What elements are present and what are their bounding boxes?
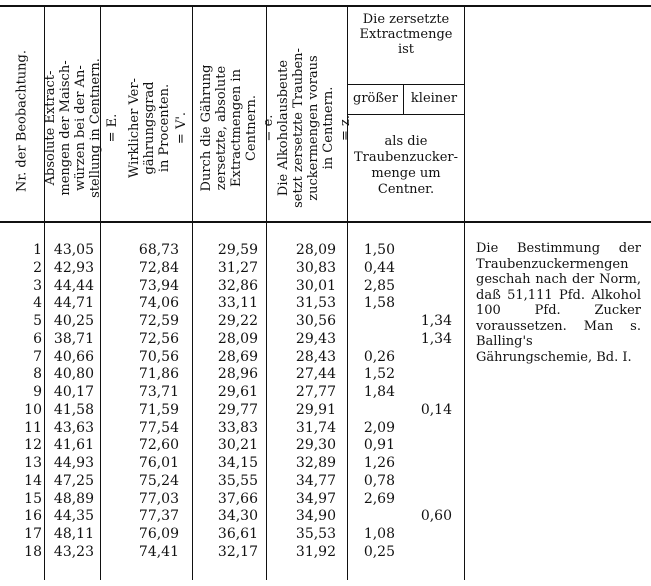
header-line: Centnern. bbox=[244, 95, 259, 162]
table-cell-E: 44,93 bbox=[53, 455, 94, 471]
header-vergaerung bbox=[127, 28, 187, 228]
header-line: zuckermengen voraus bbox=[306, 55, 321, 201]
table-cell-e: 28,69 bbox=[217, 348, 258, 365]
table-cell-E: 44,44 bbox=[53, 277, 94, 294]
table-cell-g: 1,84 bbox=[363, 384, 395, 400]
table-cell-nr: 15 bbox=[24, 490, 42, 507]
table-cell-E: 44,71 bbox=[53, 295, 94, 312]
header-extract bbox=[43, 28, 120, 228]
table-cell-z: 30,83 bbox=[295, 259, 336, 276]
table-cell-V: 71,86 bbox=[138, 366, 179, 383]
table-cell-z: 29,43 bbox=[295, 330, 336, 347]
header-line: stellung in Centnern. bbox=[88, 58, 103, 198]
table-cell-z: 31,92 bbox=[295, 543, 336, 560]
table-cell-e: 37,66 bbox=[217, 490, 258, 507]
table-cell-z: 29,91 bbox=[295, 401, 336, 418]
table-cell-z: 34,97 bbox=[295, 490, 336, 507]
group-rule-top bbox=[347, 84, 464, 85]
header-smaller: kleiner bbox=[410, 91, 458, 106]
table-cell-nr: 18 bbox=[24, 543, 42, 560]
table-cell-nr: 7 bbox=[33, 348, 42, 365]
table-cell-g: 2,09 bbox=[363, 419, 395, 436]
table-cell-E: 38,71 bbox=[53, 330, 94, 347]
header-alkohol-lines bbox=[276, 48, 353, 208]
table-cell-z: 28,43 bbox=[295, 348, 336, 365]
header-line: in Centnern. bbox=[321, 86, 336, 170]
table-cell-V: 76,09 bbox=[138, 526, 179, 542]
table-cell-nr: 1 bbox=[33, 242, 42, 258]
header-line: Extractmengen in bbox=[229, 69, 244, 187]
header-greater: größer bbox=[353, 91, 398, 106]
table-cell-e: 36,61 bbox=[217, 526, 258, 542]
table-cell-nr: 4 bbox=[33, 295, 42, 312]
table-cell-e: 34,15 bbox=[217, 455, 258, 471]
table-cell-z: 32,89 bbox=[295, 455, 336, 471]
table-cell-e: 33,11 bbox=[217, 295, 258, 312]
table-cell-V: 72,60 bbox=[138, 437, 179, 454]
table-cell-E: 40,80 bbox=[53, 366, 94, 383]
table-cell-V: 77,03 bbox=[138, 490, 179, 507]
table-cell-g: 2,69 bbox=[363, 490, 395, 507]
header-line: gährungsgrad bbox=[142, 81, 157, 175]
header-symbol: = e. bbox=[261, 114, 276, 142]
table-cell-E: 40,17 bbox=[53, 384, 94, 400]
table-cell-g: 0,26 bbox=[363, 348, 395, 365]
table-cell-V: 75,24 bbox=[138, 472, 179, 489]
table-cell-nr: 9 bbox=[33, 384, 42, 400]
table-cell-z: 35,53 bbox=[295, 526, 336, 542]
table-cell-g: 1,08 bbox=[363, 526, 395, 542]
table-cell-g: 0,25 bbox=[363, 543, 395, 560]
table-cell-g: 0,44 bbox=[363, 259, 395, 276]
table-cell-nr: 8 bbox=[33, 366, 42, 383]
table-cell-e: 29,59 bbox=[217, 242, 258, 258]
table-cell-z: 34,77 bbox=[295, 472, 336, 489]
header-vergaerung-lines bbox=[127, 78, 189, 178]
table-cell-g: 0,78 bbox=[363, 472, 395, 489]
header-line: Wirklicher Ver- bbox=[127, 78, 142, 178]
table-cell-e: 30,21 bbox=[217, 437, 258, 454]
table-cell-V: 74,41 bbox=[138, 543, 179, 560]
header-line: zersetzte, absolute bbox=[214, 65, 229, 191]
table-cell-z: 30,56 bbox=[295, 313, 336, 329]
table-cell-e: 28,09 bbox=[217, 330, 258, 347]
header-symbol: = z. bbox=[338, 115, 353, 142]
table-cell-g: 2,85 bbox=[363, 277, 395, 294]
table-cell-e: 31,27 bbox=[217, 259, 258, 276]
table-cell-V: 77,54 bbox=[138, 419, 179, 436]
table-cell-E: 43,23 bbox=[53, 543, 94, 560]
table-cell-nr: 10 bbox=[24, 401, 42, 418]
group-rule-bottom bbox=[347, 114, 464, 115]
header-zersetzt bbox=[199, 28, 276, 228]
table-cell-k: 0,60 bbox=[420, 508, 452, 525]
table-cell-nr: 5 bbox=[33, 313, 42, 329]
col-rule bbox=[192, 6, 193, 580]
table-cell-E: 43,63 bbox=[53, 419, 94, 436]
table-cell-e: 28,96 bbox=[217, 366, 258, 383]
header-line: mengen der Maisch- bbox=[58, 60, 73, 196]
table-cell-g: 1,50 bbox=[363, 242, 395, 258]
table-cell-e: 29,22 bbox=[217, 313, 258, 329]
table-cell-E: 48,89 bbox=[53, 490, 94, 507]
table-cell-z: 31,53 bbox=[295, 295, 336, 312]
table-cell-z: 28,09 bbox=[295, 242, 336, 258]
header-line: Durch die Gährung bbox=[199, 64, 214, 192]
table-cell-nr: 13 bbox=[24, 455, 42, 471]
table-cell-z: 27,44 bbox=[295, 366, 336, 383]
header-alkohol bbox=[276, 28, 353, 228]
table-cell-E: 41,61 bbox=[53, 437, 94, 454]
table-cell-nr: 14 bbox=[24, 472, 42, 489]
table-cell-V: 71,59 bbox=[138, 401, 179, 418]
table-cell-E: 40,25 bbox=[53, 313, 94, 329]
header-line: Die Alkoholausbeute bbox=[276, 59, 291, 197]
header-line: in Procenten. bbox=[157, 83, 172, 173]
table-cell-z: 27,77 bbox=[295, 384, 336, 400]
table-cell-e: 33,83 bbox=[217, 419, 258, 436]
table-cell-E: 40,66 bbox=[53, 348, 94, 365]
table-cell-E: 41,58 bbox=[53, 401, 94, 418]
table-cell-E: 44,35 bbox=[53, 508, 94, 525]
header-symbol: = V'. bbox=[174, 111, 189, 145]
table-cell-nr: 6 bbox=[33, 330, 42, 347]
table-cell-V: 77,37 bbox=[138, 508, 179, 525]
table-cell-V: 73,71 bbox=[138, 384, 179, 400]
table-cell-nr: 11 bbox=[24, 419, 42, 436]
header-line: würzen bei der An- bbox=[73, 65, 88, 191]
table-cell-V: 72,56 bbox=[138, 330, 179, 347]
table-cell-e: 29,77 bbox=[217, 401, 258, 418]
header-nr: Nr. der Beobachtung. bbox=[14, 50, 30, 193]
table-cell-V: 76,01 bbox=[138, 455, 179, 471]
header-symbol: = E. bbox=[105, 113, 120, 143]
table-cell-V: 70,56 bbox=[138, 348, 179, 365]
top-rule bbox=[0, 5, 651, 7]
table-cell-z: 30,01 bbox=[295, 277, 336, 294]
table-cell-g: 1,58 bbox=[363, 295, 395, 312]
header-line: setzt zersetzte Trauben- bbox=[291, 48, 306, 208]
table-cell-e: 29,61 bbox=[217, 384, 258, 400]
table-cell-V: 72,84 bbox=[138, 259, 179, 276]
table-cell-e: 32,86 bbox=[217, 277, 258, 294]
table-cell-E: 43,05 bbox=[53, 242, 94, 258]
table-cell-g: 0,91 bbox=[363, 437, 395, 454]
table-cell-E: 47,25 bbox=[53, 472, 94, 489]
table-cell-V: 68,73 bbox=[138, 242, 179, 258]
table-cell-k: 1,34 bbox=[420, 313, 452, 329]
table-cell-z: 29,30 bbox=[295, 437, 336, 454]
table-cell-V: 74,06 bbox=[138, 295, 179, 312]
table-cell-z: 34,90 bbox=[295, 508, 336, 525]
table-cell-nr: 17 bbox=[24, 526, 42, 542]
table-cell-z: 31,74 bbox=[295, 419, 336, 436]
header-group-title: Die zersetzte Extractmenge ist bbox=[359, 12, 453, 57]
col-rule bbox=[464, 6, 465, 580]
table-cell-E: 48,11 bbox=[53, 526, 94, 542]
header-line: Absolute Extract- bbox=[43, 70, 58, 186]
table-cell-nr: 12 bbox=[24, 437, 42, 454]
table-cell-g: 1,26 bbox=[363, 455, 395, 471]
header-extract-lines bbox=[43, 58, 120, 198]
table-cell-V: 72,59 bbox=[138, 313, 179, 329]
table-cell-nr: 2 bbox=[33, 259, 42, 276]
side-note: Die Bestimmung der Traubenzuckermengen geschah nach der Norm, daß 51,111 Pfd. Alkohol 100 Pfd. Zucker voraussetzen. Man s. Balling's Gährungschemie, Bd. I. bbox=[476, 241, 641, 365]
table-cell-nr: 16 bbox=[24, 508, 42, 525]
header-zersetzt-lines bbox=[199, 65, 276, 192]
table-cell-k: 0,14 bbox=[420, 401, 452, 418]
table-cell-k: 1,34 bbox=[420, 330, 452, 347]
table-cell-g: 1,52 bbox=[363, 366, 395, 383]
table-cell-e: 34,30 bbox=[217, 508, 258, 525]
table-cell-e: 32,17 bbox=[217, 543, 258, 560]
table-cell-V: 73,94 bbox=[138, 277, 179, 294]
table-cell-E: 42,93 bbox=[53, 259, 94, 276]
table-cell-e: 35,55 bbox=[217, 472, 258, 489]
table-cell-nr: 3 bbox=[33, 277, 42, 294]
header-group-sub: als die Traubenzucker- menge um Centner. bbox=[353, 134, 459, 197]
